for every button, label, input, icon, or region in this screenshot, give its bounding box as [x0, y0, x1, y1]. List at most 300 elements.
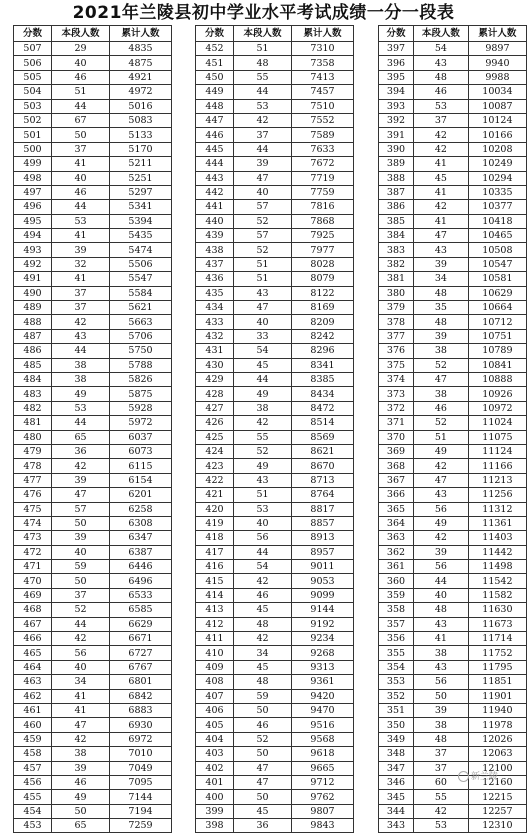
table-row — [379, 775, 527, 789]
cumulative-count-cell: 8569 — [292, 430, 354, 444]
cumulative-count-cell: 7816 — [292, 200, 354, 214]
watermark-text: 新兰陵 — [471, 772, 499, 782]
segment-count-cell: 38 — [52, 372, 110, 386]
header-segment-count: 本段人数 — [414, 26, 469, 42]
segment-count-cell: 40 — [52, 56, 110, 70]
score-cell: 439 — [196, 229, 234, 243]
cumulative-count-cell: 10926 — [468, 387, 526, 401]
segment-count-cell: 42 — [414, 142, 469, 156]
cumulative-count-cell: 11752 — [468, 646, 526, 660]
cumulative-count-cell: 11795 — [468, 660, 526, 674]
score-cell: 498 — [14, 171, 52, 185]
score-cell: 380 — [379, 286, 414, 300]
cumulative-count-cell: 9268 — [292, 646, 354, 660]
table-row — [14, 272, 172, 286]
score-cell: 347 — [379, 761, 414, 775]
score-cell: 363 — [379, 531, 414, 545]
score-cell: 400 — [196, 790, 234, 804]
score-cell: 506 — [14, 56, 52, 70]
segment-count-cell: 52 — [414, 416, 469, 430]
segment-count-cell: 42 — [414, 459, 469, 473]
segment-count-cell: 50 — [234, 703, 292, 717]
segment-count-cell: 47 — [234, 171, 292, 185]
cumulative-count-cell: 5251 — [110, 171, 172, 185]
header-score: 分数 — [196, 26, 234, 42]
cumulative-count-cell: 10789 — [468, 344, 526, 358]
table-row — [379, 85, 527, 99]
segment-count-cell: 44 — [234, 372, 292, 386]
score-cell: 429 — [196, 372, 234, 386]
score-cell: 387 — [379, 185, 414, 199]
score-cell: 379 — [379, 301, 414, 315]
cumulative-count-cell: 6037 — [110, 430, 172, 444]
score-cell: 497 — [14, 185, 52, 199]
cumulative-count-cell: 12160 — [468, 775, 526, 789]
segment-count-cell: 39 — [414, 545, 469, 559]
segment-count-cell: 54 — [234, 560, 292, 574]
cumulative-count-cell: 10335 — [468, 185, 526, 199]
segment-count-cell: 36 — [52, 444, 110, 458]
score-cell: 395 — [379, 70, 414, 84]
score-cell: 407 — [196, 689, 234, 703]
cumulative-count-cell: 6842 — [110, 689, 172, 703]
cumulative-count-cell: 11498 — [468, 560, 526, 574]
segment-count-cell: 34 — [52, 675, 110, 689]
table-row — [14, 229, 172, 243]
score-cell: 359 — [379, 588, 414, 602]
segment-count-cell: 53 — [414, 99, 469, 113]
cumulative-count-cell: 8385 — [292, 372, 354, 386]
score-cell: 371 — [379, 416, 414, 430]
score-cell: 492 — [14, 257, 52, 271]
segment-count-cell: 41 — [414, 185, 469, 199]
table-row — [14, 157, 172, 171]
table-row — [14, 401, 172, 415]
segment-count-cell: 37 — [52, 588, 110, 602]
cumulative-count-cell: 10547 — [468, 257, 526, 271]
cumulative-count-cell: 11542 — [468, 574, 526, 588]
score-cell: 405 — [196, 718, 234, 732]
table-row — [196, 588, 354, 602]
score-cell: 412 — [196, 617, 234, 631]
table-row — [196, 315, 354, 329]
score-cell: 374 — [379, 372, 414, 386]
score-cell: 343 — [379, 819, 414, 833]
cumulative-count-cell: 10208 — [468, 142, 526, 156]
cumulative-count-cell: 10166 — [468, 128, 526, 142]
cumulative-count-cell: 6883 — [110, 703, 172, 717]
table-row — [196, 574, 354, 588]
segment-count-cell: 40 — [52, 545, 110, 559]
score-cell: 486 — [14, 344, 52, 358]
segment-count-cell: 41 — [414, 214, 469, 228]
score-cell: 349 — [379, 732, 414, 746]
table-row — [14, 315, 172, 329]
cumulative-count-cell: 6496 — [110, 574, 172, 588]
cumulative-count-cell: 6347 — [110, 531, 172, 545]
table-row — [14, 804, 172, 818]
cumulative-count-cell: 8341 — [292, 358, 354, 372]
table-row — [379, 200, 527, 214]
table-row — [14, 286, 172, 300]
score-cell: 438 — [196, 243, 234, 257]
score-cell: 366 — [379, 488, 414, 502]
segment-count-cell: 50 — [52, 574, 110, 588]
header-cumulative-count: 累计人数 — [292, 26, 354, 42]
segment-count-cell: 59 — [234, 689, 292, 703]
segment-count-cell: 38 — [52, 747, 110, 761]
table-row — [196, 531, 354, 545]
score-cell: 351 — [379, 703, 414, 717]
score-cell: 391 — [379, 128, 414, 142]
score-cell: 361 — [379, 560, 414, 574]
segment-count-cell: 52 — [52, 603, 110, 617]
cumulative-count-cell: 7259 — [110, 819, 172, 833]
segment-count-cell: 48 — [234, 617, 292, 631]
table-row — [14, 372, 172, 386]
cumulative-count-cell: 10712 — [468, 315, 526, 329]
table-row — [196, 459, 354, 473]
segment-count-cell: 42 — [414, 804, 469, 818]
cumulative-count-cell: 4921 — [110, 70, 172, 84]
segment-count-cell: 41 — [52, 703, 110, 717]
score-cell: 393 — [379, 99, 414, 113]
segment-count-cell: 50 — [52, 804, 110, 818]
table-row — [14, 85, 172, 99]
table-row — [196, 99, 354, 113]
segment-count-cell: 42 — [52, 459, 110, 473]
table-row — [379, 603, 527, 617]
table-row — [196, 488, 354, 502]
score-cell: 456 — [14, 775, 52, 789]
table-row — [379, 488, 527, 502]
score-cell: 464 — [14, 660, 52, 674]
score-cell: 474 — [14, 516, 52, 530]
cumulative-count-cell: 5972 — [110, 416, 172, 430]
watermark — [458, 769, 498, 782]
score-cell: 355 — [379, 646, 414, 660]
segment-count-cell: 56 — [234, 531, 292, 545]
cumulative-count-cell: 6154 — [110, 473, 172, 487]
score-cell: 397 — [379, 42, 414, 56]
table-row — [379, 99, 527, 113]
segment-count-cell: 45 — [234, 804, 292, 818]
cumulative-count-cell: 9053 — [292, 574, 354, 588]
segment-count-cell: 38 — [52, 358, 110, 372]
score-cell: 458 — [14, 747, 52, 761]
table-row — [379, 574, 527, 588]
score-cell: 409 — [196, 660, 234, 674]
segment-count-cell: 51 — [52, 85, 110, 99]
score-cell: 431 — [196, 344, 234, 358]
table-row — [196, 747, 354, 761]
score-cell: 500 — [14, 142, 52, 156]
table-row — [379, 171, 527, 185]
score-cell: 470 — [14, 574, 52, 588]
score-cell: 410 — [196, 646, 234, 660]
score-cell: 487 — [14, 329, 52, 343]
cumulative-count-cell: 5016 — [110, 99, 172, 113]
table-row — [14, 70, 172, 84]
table-row — [196, 387, 354, 401]
cumulative-count-cell: 10664 — [468, 301, 526, 315]
table-row — [196, 646, 354, 660]
table-row — [14, 214, 172, 228]
segment-count-cell: 65 — [52, 819, 110, 833]
cumulative-count-cell: 8764 — [292, 488, 354, 502]
segment-count-cell: 47 — [234, 775, 292, 789]
table-row — [14, 301, 172, 315]
table-row — [196, 185, 354, 199]
score-cell: 455 — [14, 790, 52, 804]
cumulative-count-cell: 12215 — [468, 790, 526, 804]
segment-count-cell: 36 — [234, 819, 292, 833]
table-row — [14, 703, 172, 717]
table-row — [14, 560, 172, 574]
segment-count-cell: 55 — [414, 790, 469, 804]
table-row — [196, 689, 354, 703]
table-row — [379, 329, 527, 343]
score-cell: 466 — [14, 632, 52, 646]
segment-count-cell: 43 — [234, 286, 292, 300]
score-cell: 462 — [14, 689, 52, 703]
table-row — [379, 732, 527, 746]
score-cell: 473 — [14, 531, 52, 545]
segment-count-cell: 51 — [234, 42, 292, 56]
table-row — [379, 387, 527, 401]
segment-count-cell: 57 — [234, 200, 292, 214]
cumulative-count-cell: 8209 — [292, 315, 354, 329]
table-row — [196, 632, 354, 646]
cumulative-count-cell: 5133 — [110, 128, 172, 142]
segment-count-cell: 43 — [52, 329, 110, 343]
cumulative-count-cell: 7144 — [110, 790, 172, 804]
score-cell: 461 — [14, 703, 52, 717]
score-cell: 394 — [379, 85, 414, 99]
table-row — [14, 128, 172, 142]
cumulative-count-cell: 9313 — [292, 660, 354, 674]
segment-count-cell: 52 — [234, 214, 292, 228]
table-row — [379, 315, 527, 329]
segment-count-cell: 44 — [52, 200, 110, 214]
score-cell: 446 — [196, 128, 234, 142]
table-row — [379, 70, 527, 84]
score-cell: 425 — [196, 430, 234, 444]
table-row — [14, 718, 172, 732]
cumulative-count-cell: 12310 — [468, 819, 526, 833]
table-row — [379, 790, 527, 804]
segment-count-cell: 42 — [52, 732, 110, 746]
table-row — [379, 272, 527, 286]
score-cell: 370 — [379, 430, 414, 444]
segment-count-cell: 57 — [52, 502, 110, 516]
table-row — [196, 718, 354, 732]
score-cell: 376 — [379, 344, 414, 358]
score-table-2 — [195, 25, 354, 833]
table-row — [379, 761, 527, 775]
table-row — [196, 42, 354, 56]
segment-count-cell: 46 — [52, 70, 110, 84]
cumulative-count-cell: 8242 — [292, 329, 354, 343]
score-cell: 396 — [379, 56, 414, 70]
table-row — [379, 617, 527, 631]
cumulative-count-cell: 8817 — [292, 502, 354, 516]
segment-count-cell: 52 — [234, 243, 292, 257]
segment-count-cell: 39 — [52, 473, 110, 487]
score-cell: 507 — [14, 42, 52, 56]
score-cell: 356 — [379, 632, 414, 646]
score-cell: 463 — [14, 675, 52, 689]
score-cell: 436 — [196, 272, 234, 286]
cumulative-count-cell: 7633 — [292, 142, 354, 156]
score-cell: 358 — [379, 603, 414, 617]
score-cell: 421 — [196, 488, 234, 502]
table-row — [196, 516, 354, 530]
score-cell: 414 — [196, 588, 234, 602]
cumulative-count-cell: 9361 — [292, 675, 354, 689]
score-cell: 354 — [379, 660, 414, 674]
segment-count-cell: 53 — [52, 401, 110, 415]
cumulative-count-cell: 8514 — [292, 416, 354, 430]
table-row — [14, 603, 172, 617]
table-row — [379, 430, 527, 444]
score-cell: 392 — [379, 113, 414, 127]
segment-count-cell: 46 — [52, 185, 110, 199]
segment-count-cell: 57 — [234, 229, 292, 243]
segment-count-cell: 39 — [414, 329, 469, 343]
segment-count-cell: 54 — [234, 344, 292, 358]
cumulative-count-cell: 8079 — [292, 272, 354, 286]
cumulative-count-cell: 10841 — [468, 358, 526, 372]
segment-count-cell: 40 — [234, 315, 292, 329]
cumulative-count-cell: 5584 — [110, 286, 172, 300]
segment-count-cell: 38 — [414, 387, 469, 401]
cumulative-count-cell: 4875 — [110, 56, 172, 70]
score-cell: 386 — [379, 200, 414, 214]
table-row — [379, 401, 527, 415]
table-row — [14, 502, 172, 516]
score-cell: 372 — [379, 401, 414, 415]
segment-count-cell: 51 — [414, 430, 469, 444]
segment-count-cell: 43 — [414, 617, 469, 631]
table-row — [196, 286, 354, 300]
score-cell: 424 — [196, 444, 234, 458]
segment-count-cell: 42 — [414, 531, 469, 545]
segment-count-cell: 37 — [52, 286, 110, 300]
segment-count-cell: 47 — [414, 473, 469, 487]
segment-count-cell: 29 — [52, 42, 110, 56]
segment-count-cell: 49 — [234, 459, 292, 473]
table-row — [379, 747, 527, 761]
score-cell: 416 — [196, 560, 234, 574]
table-row — [196, 502, 354, 516]
header-cumulative-count: 累计人数 — [110, 26, 172, 42]
table-row — [14, 42, 172, 56]
cumulative-count-cell: 9192 — [292, 617, 354, 631]
score-cell: 346 — [379, 775, 414, 789]
score-cell: 432 — [196, 329, 234, 343]
cumulative-count-cell: 9470 — [292, 703, 354, 717]
segment-count-cell: 46 — [414, 401, 469, 415]
table-row — [379, 502, 527, 516]
score-cell: 433 — [196, 315, 234, 329]
cumulative-count-cell: 8122 — [292, 286, 354, 300]
score-cell: 496 — [14, 200, 52, 214]
score-cell: 406 — [196, 703, 234, 717]
table-row — [14, 660, 172, 674]
segment-count-cell: 56 — [414, 502, 469, 516]
cumulative-count-cell: 7589 — [292, 128, 354, 142]
table-row — [379, 804, 527, 818]
cumulative-count-cell: 6629 — [110, 617, 172, 631]
segment-count-cell: 41 — [52, 689, 110, 703]
score-cell: 408 — [196, 675, 234, 689]
table-row — [14, 775, 172, 789]
table-row — [196, 157, 354, 171]
cumulative-count-cell: 9897 — [468, 42, 526, 56]
header-score: 分数 — [14, 26, 52, 42]
table-row — [196, 473, 354, 487]
cumulative-count-cell: 5394 — [110, 214, 172, 228]
score-cell: 420 — [196, 502, 234, 516]
segment-count-cell: 37 — [414, 747, 469, 761]
score-cell: 426 — [196, 416, 234, 430]
segment-count-cell: 52 — [234, 732, 292, 746]
table-row — [14, 171, 172, 185]
cumulative-count-cell: 11361 — [468, 516, 526, 530]
table-row — [14, 531, 172, 545]
cumulative-count-cell: 5506 — [110, 257, 172, 271]
segment-count-cell: 41 — [52, 272, 110, 286]
table-row — [14, 243, 172, 257]
table-row — [196, 775, 354, 789]
table-row — [196, 344, 354, 358]
segment-count-cell: 49 — [52, 790, 110, 804]
table-row — [196, 56, 354, 70]
score-cell: 472 — [14, 545, 52, 559]
cumulative-count-cell: 5170 — [110, 142, 172, 156]
score-cell: 401 — [196, 775, 234, 789]
segment-count-cell: 46 — [414, 85, 469, 99]
cumulative-count-cell: 7010 — [110, 747, 172, 761]
cumulative-count-cell: 11630 — [468, 603, 526, 617]
table-row — [196, 85, 354, 99]
segment-count-cell: 56 — [52, 646, 110, 660]
table-row — [14, 689, 172, 703]
cumulative-count-cell: 5547 — [110, 272, 172, 286]
table-row — [196, 128, 354, 142]
segment-count-cell: 44 — [414, 574, 469, 588]
score-cell: 423 — [196, 459, 234, 473]
segment-count-cell: 46 — [234, 718, 292, 732]
segment-count-cell: 44 — [234, 545, 292, 559]
segment-count-cell: 37 — [52, 301, 110, 315]
cumulative-count-cell: 9665 — [292, 761, 354, 775]
table-row — [379, 42, 527, 56]
cumulative-count-cell: 11075 — [468, 430, 526, 444]
segment-count-cell: 48 — [234, 675, 292, 689]
segment-count-cell: 39 — [52, 243, 110, 257]
table-row — [196, 272, 354, 286]
segment-count-cell: 38 — [414, 344, 469, 358]
cumulative-count-cell: 7457 — [292, 85, 354, 99]
table-row — [196, 603, 354, 617]
table-row — [379, 301, 527, 315]
score-cell: 428 — [196, 387, 234, 401]
segment-count-cell: 49 — [414, 444, 469, 458]
cumulative-count-cell: 8713 — [292, 473, 354, 487]
table-row — [14, 329, 172, 343]
